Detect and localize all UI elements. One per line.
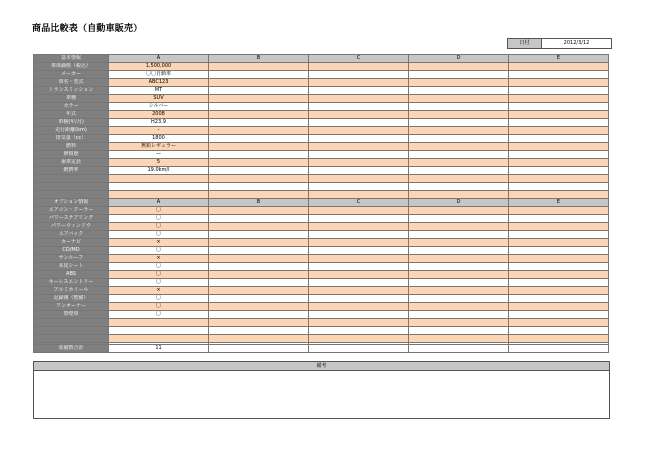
row-label: 本皮シート (34, 263, 109, 271)
table-row (34, 95, 609, 103)
data-cell[interactable] (409, 159, 509, 167)
data-cell[interactable]: 無鉛レギュラー (109, 143, 209, 151)
data-cell[interactable] (209, 183, 309, 191)
data-cell[interactable] (309, 279, 409, 287)
data-cell[interactable] (509, 71, 609, 79)
data-cell[interactable] (409, 295, 509, 303)
data-cell[interactable] (309, 215, 409, 223)
data-cell[interactable] (509, 159, 609, 167)
data-cell[interactable] (209, 231, 309, 239)
row-label: 修復歴 (34, 151, 109, 159)
data-cell[interactable] (209, 135, 309, 143)
row-label (34, 327, 109, 335)
table-row (34, 255, 609, 263)
data-cell[interactable] (409, 327, 509, 335)
row-label: CD/MD (34, 247, 109, 255)
data-cell[interactable] (209, 335, 309, 343)
data-cell[interactable] (209, 239, 309, 247)
data-cell[interactable] (209, 71, 309, 79)
data-cell[interactable] (309, 143, 409, 151)
data-cell[interactable] (209, 279, 309, 287)
data-cell[interactable] (509, 287, 609, 295)
data-cell[interactable] (309, 319, 409, 327)
table-row (34, 287, 609, 295)
option-info-table (33, 198, 609, 351)
data-cell[interactable] (509, 303, 609, 311)
data-cell[interactable] (309, 119, 409, 127)
data-cell[interactable] (509, 183, 609, 191)
data-cell[interactable]: 〇 (109, 263, 209, 271)
basic-info-table (33, 54, 609, 215)
row-label: 年式 (34, 111, 109, 119)
row-label: 車検(年/月) (34, 119, 109, 127)
data-cell[interactable] (509, 231, 609, 239)
row-label: 車体価格（税込） (34, 63, 109, 71)
date-value[interactable]: 2012/3/12 (542, 39, 611, 48)
row-label: サンルーフ (34, 255, 109, 263)
data-cell[interactable] (509, 127, 609, 135)
column-header-d: D (409, 199, 509, 207)
table-row (34, 175, 609, 183)
data-cell[interactable] (509, 319, 609, 327)
data-cell[interactable] (309, 111, 409, 119)
data-cell[interactable] (209, 319, 309, 327)
data-cell[interactable] (509, 167, 609, 175)
data-cell[interactable] (409, 215, 509, 223)
column-header-b: B (209, 55, 309, 63)
row-label: 車名・型式 (34, 79, 109, 87)
table-row (34, 127, 609, 135)
data-cell[interactable] (509, 327, 609, 335)
data-cell[interactable] (509, 247, 609, 255)
row-label: 乗車定員 (34, 159, 109, 167)
date-box (507, 38, 612, 49)
data-cell[interactable] (309, 159, 409, 167)
data-cell[interactable] (409, 143, 509, 151)
table-row (34, 207, 609, 215)
data-cell[interactable] (209, 287, 309, 295)
section-header: オプション情報 (34, 199, 109, 207)
table-row (34, 239, 609, 247)
data-cell[interactable]: 〇 (109, 231, 209, 239)
data-cell[interactable]: 2008 (109, 111, 209, 119)
data-cell[interactable]: 1,500,000 (109, 63, 209, 71)
data-cell[interactable] (409, 71, 509, 79)
data-cell[interactable]: — (109, 151, 209, 159)
table-row (34, 79, 609, 87)
data-cell[interactable] (409, 119, 509, 127)
data-cell[interactable] (409, 95, 509, 103)
row-label: エアコン・クーラー (34, 207, 109, 215)
data-cell[interactable] (209, 271, 309, 279)
data-cell[interactable] (409, 303, 509, 311)
remarks-section (33, 361, 610, 419)
data-cell[interactable] (309, 103, 409, 111)
column-header-e: E (509, 55, 609, 63)
remarks-header: 備考 (34, 362, 609, 371)
data-cell[interactable] (309, 127, 409, 135)
row-label (34, 175, 109, 183)
data-cell[interactable]: 〇 (109, 295, 209, 303)
table-row (34, 143, 609, 151)
column-header-e: E (509, 199, 609, 207)
total-cell[interactable] (409, 345, 509, 353)
table-row (34, 263, 609, 271)
data-cell[interactable] (309, 231, 409, 239)
data-cell[interactable]: - (109, 127, 209, 135)
data-cell[interactable] (209, 111, 309, 119)
row-label: パワーウィンドウ (34, 223, 109, 231)
page-title: 商品比較表（自動車販売） (32, 24, 143, 34)
data-cell[interactable] (309, 183, 409, 191)
table-row (34, 111, 609, 119)
data-cell[interactable] (109, 183, 209, 191)
data-cell[interactable] (409, 239, 509, 247)
header-row (34, 55, 609, 63)
row-label: アルミホイール (34, 287, 109, 295)
data-cell[interactable] (309, 287, 409, 295)
data-cell[interactable] (309, 223, 409, 231)
row-label: 走行距離(km) (34, 127, 109, 135)
data-cell[interactable] (209, 175, 309, 183)
data-cell[interactable] (509, 311, 609, 319)
data-cell[interactable] (309, 311, 409, 319)
data-cell[interactable]: 1800 (109, 135, 209, 143)
data-cell[interactable] (209, 127, 309, 135)
data-cell[interactable] (509, 151, 609, 159)
data-cell[interactable] (509, 295, 609, 303)
data-cell[interactable]: H23.9 (109, 119, 209, 127)
data-cell[interactable] (209, 207, 309, 215)
total-cell[interactable] (209, 345, 309, 353)
data-cell[interactable] (209, 119, 309, 127)
data-cell[interactable] (209, 303, 309, 311)
data-cell[interactable]: 〇 (109, 215, 209, 223)
total-cell[interactable] (509, 345, 609, 353)
data-cell[interactable] (409, 79, 509, 87)
row-label: ABS (34, 271, 109, 279)
table-row (34, 71, 609, 79)
row-label: パワーステアリング (34, 215, 109, 223)
data-cell[interactable] (309, 95, 409, 103)
data-cell[interactable] (409, 335, 509, 343)
data-cell[interactable] (309, 87, 409, 95)
table-row (34, 271, 609, 279)
data-cell[interactable] (209, 247, 309, 255)
table-row (34, 279, 609, 287)
remarks-body[interactable] (34, 371, 609, 418)
data-cell[interactable] (409, 111, 509, 119)
row-label: 車種 (34, 95, 109, 103)
row-label: キーレスエントリー (34, 279, 109, 287)
row-label (34, 319, 109, 327)
data-cell[interactable] (509, 143, 609, 151)
data-cell[interactable] (509, 215, 609, 223)
row-label: カラー (34, 103, 109, 111)
data-cell[interactable] (209, 255, 309, 263)
data-cell[interactable] (509, 111, 609, 119)
total-cell[interactable]: 11 (109, 345, 209, 353)
data-cell[interactable] (109, 175, 209, 183)
table-row (34, 119, 609, 127)
table-row (34, 327, 609, 335)
data-cell[interactable] (309, 271, 409, 279)
data-cell[interactable] (509, 271, 609, 279)
data-cell[interactable] (309, 239, 409, 247)
data-cell[interactable]: 〇 (109, 223, 209, 231)
data-cell[interactable] (409, 183, 509, 191)
data-cell[interactable] (509, 63, 609, 71)
column-header-b: B (209, 199, 309, 207)
data-cell[interactable] (409, 231, 509, 239)
data-cell[interactable]: MT (109, 87, 209, 95)
data-cell[interactable] (209, 95, 309, 103)
data-cell[interactable] (309, 295, 409, 303)
data-cell[interactable]: シルバー (109, 103, 209, 111)
row-label: ワンオーナー (34, 303, 109, 311)
data-cell[interactable] (309, 71, 409, 79)
data-cell[interactable] (209, 263, 309, 271)
data-cell[interactable] (309, 175, 409, 183)
data-cell[interactable] (509, 207, 609, 215)
row-label: メーカー (34, 71, 109, 79)
data-cell[interactable] (509, 95, 609, 103)
data-cell[interactable] (209, 167, 309, 175)
equipment-total-table (33, 344, 609, 353)
data-cell[interactable] (409, 87, 509, 95)
data-cell[interactable] (109, 335, 209, 343)
data-cell[interactable] (409, 103, 509, 111)
data-cell[interactable] (409, 127, 509, 135)
data-cell[interactable] (509, 135, 609, 143)
row-label: 燃料 (34, 143, 109, 151)
data-cell[interactable] (409, 207, 509, 215)
table-row (34, 151, 609, 159)
data-cell[interactable] (509, 239, 609, 247)
row-label: 記録簿（整備） (34, 295, 109, 303)
data-cell[interactable] (409, 135, 509, 143)
data-cell[interactable] (309, 167, 409, 175)
data-cell[interactable] (309, 303, 409, 311)
table-row (34, 295, 609, 303)
data-cell[interactable] (209, 151, 309, 159)
row-label: 禁煙車 (34, 311, 109, 319)
data-cell[interactable] (209, 159, 309, 167)
data-cell[interactable] (409, 287, 509, 295)
table-row (34, 247, 609, 255)
data-cell[interactable] (309, 207, 409, 215)
data-cell[interactable] (409, 167, 509, 175)
data-cell[interactable] (409, 263, 509, 271)
data-cell[interactable] (309, 79, 409, 87)
total-label: 装備数合計 (34, 345, 109, 353)
data-cell[interactable] (309, 327, 409, 335)
data-cell[interactable] (509, 223, 609, 231)
table-row (34, 103, 609, 111)
data-cell[interactable] (409, 223, 509, 231)
data-cell[interactable] (209, 79, 309, 87)
table-row (34, 319, 609, 327)
table-row (34, 167, 609, 175)
data-cell[interactable] (209, 143, 309, 151)
data-cell[interactable]: SUV (109, 95, 209, 103)
data-cell[interactable] (309, 63, 409, 71)
data-cell[interactable] (309, 151, 409, 159)
table-row (34, 159, 609, 167)
table-row (34, 63, 609, 71)
data-cell[interactable] (109, 319, 209, 327)
data-cell[interactable] (409, 63, 509, 71)
data-cell[interactable]: 〇 (109, 247, 209, 255)
table-row (34, 183, 609, 191)
table-row (34, 215, 609, 223)
data-cell[interactable] (409, 247, 509, 255)
column-header-a: A (109, 55, 209, 63)
table-row (34, 135, 609, 143)
total-row (34, 345, 609, 353)
data-cell[interactable] (309, 335, 409, 343)
data-cell[interactable] (409, 255, 509, 263)
data-cell[interactable]: 〇 (109, 207, 209, 215)
table-row (34, 231, 609, 239)
data-cell[interactable]: 〇 (109, 271, 209, 279)
data-cell[interactable] (409, 311, 509, 319)
column-header-c: C (309, 55, 409, 63)
header-row (34, 199, 609, 207)
data-cell[interactable]: 〇 (109, 303, 209, 311)
data-cell[interactable] (509, 279, 609, 287)
table-row (34, 335, 609, 343)
section-header: 基本情報 (34, 55, 109, 63)
data-cell[interactable] (409, 271, 509, 279)
data-cell[interactable] (509, 335, 609, 343)
data-cell[interactable]: 19.0km/l (109, 167, 209, 175)
data-cell[interactable] (209, 215, 309, 223)
data-cell[interactable] (509, 103, 609, 111)
data-cell[interactable] (509, 175, 609, 183)
data-cell[interactable] (209, 63, 309, 71)
data-cell[interactable] (209, 103, 309, 111)
data-cell[interactable] (309, 255, 409, 263)
data-cell[interactable] (409, 175, 509, 183)
data-cell[interactable] (209, 87, 309, 95)
data-cell[interactable] (509, 119, 609, 127)
row-label: カーナビ (34, 239, 109, 247)
data-cell[interactable] (409, 151, 509, 159)
row-label (34, 183, 109, 191)
row-label: トランスミッション (34, 87, 109, 95)
data-cell[interactable]: ABC123 (109, 79, 209, 87)
row-label: 排気量（cc） (34, 135, 109, 143)
row-label: 燃費率 (34, 167, 109, 175)
data-cell[interactable] (509, 87, 609, 95)
row-label (34, 335, 109, 343)
data-cell[interactable] (209, 223, 309, 231)
row-label: エアバック (34, 231, 109, 239)
data-cell[interactable] (509, 263, 609, 271)
column-header-d: D (409, 55, 509, 63)
data-cell[interactable] (209, 311, 309, 319)
data-cell[interactable] (509, 79, 609, 87)
data-cell[interactable] (309, 135, 409, 143)
data-cell[interactable]: 〇 (109, 279, 209, 287)
data-cell[interactable] (109, 327, 209, 335)
column-header-c: C (309, 199, 409, 207)
data-cell[interactable] (209, 295, 309, 303)
column-header-a: A (109, 199, 209, 207)
data-cell[interactable]: 〇〇自動車 (109, 71, 209, 79)
data-cell[interactable]: × (109, 287, 209, 295)
data-cell[interactable] (309, 247, 409, 255)
data-cell[interactable]: 5 (109, 159, 209, 167)
table-row (34, 303, 609, 311)
date-label: 日付 (508, 39, 542, 48)
data-cell[interactable]: × (109, 239, 209, 247)
table-row (34, 223, 609, 231)
data-cell[interactable]: × (109, 255, 209, 263)
data-cell[interactable] (409, 319, 509, 327)
table-row (34, 87, 609, 95)
table-row (34, 311, 609, 319)
total-cell[interactable] (309, 345, 409, 353)
data-cell[interactable] (209, 327, 309, 335)
data-cell[interactable] (309, 263, 409, 271)
data-cell[interactable] (509, 255, 609, 263)
data-cell[interactable]: 〇 (109, 311, 209, 319)
data-cell[interactable] (409, 279, 509, 287)
